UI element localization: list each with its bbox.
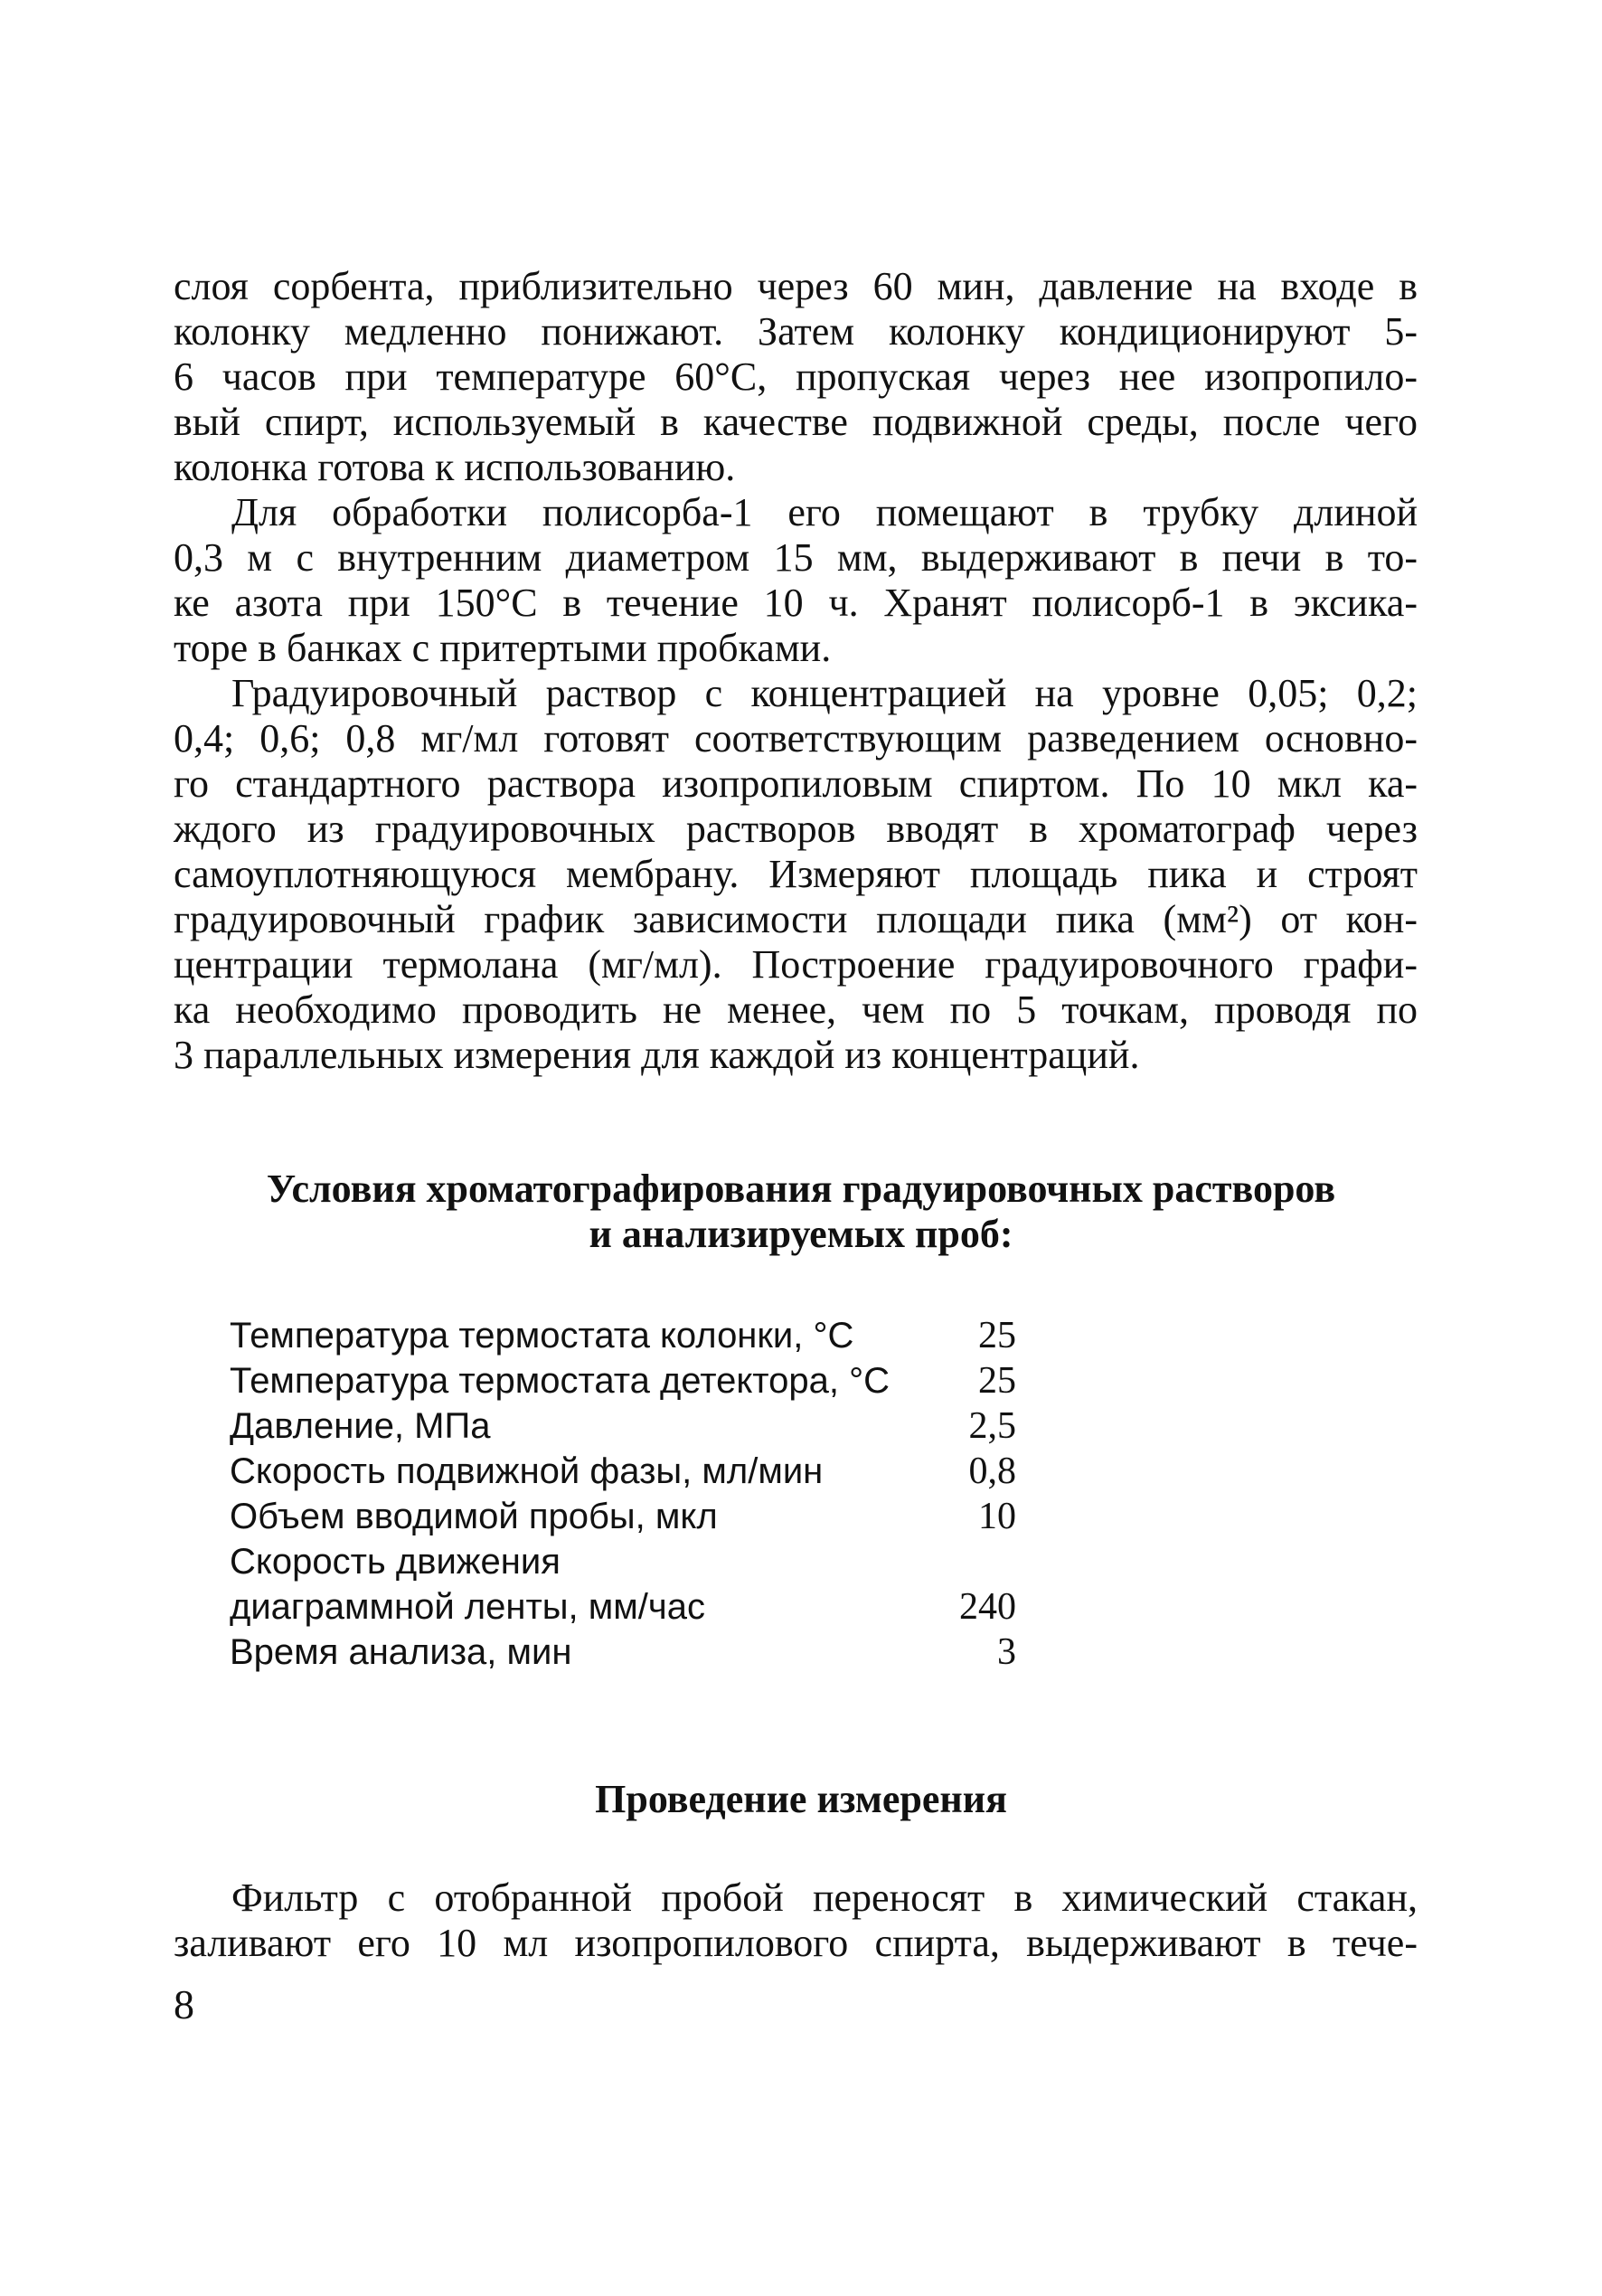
text-line: Для обработки полисорба-1 его помещают в трубку длиной <box>231 490 1418 534</box>
measurement-heading <box>0 1777 1602 1822</box>
table-row <box>230 1539 1016 1584</box>
condition-value: 240 <box>959 1586 1016 1628</box>
text-line: слоя сорбента, приблизительно через 60 мин, давление на входе в <box>174 264 1418 308</box>
table-row <box>230 1313 1016 1358</box>
condition-value: 2,5 <box>968 1405 1016 1447</box>
text-line: ка необходимо проводить не менее, чем по 5 точкам, проводя по <box>174 987 1418 1032</box>
heading-line: Условия хроматографирования градуировочных растворов <box>266 1167 1336 1211</box>
text-line: центрации термолана (мг/мл). Построение градуировочного графи- <box>174 942 1418 987</box>
text-line: 0,3 м с внутренним диаметром 15 мм, выдерживают в печи в то- <box>174 535 1418 580</box>
condition-label: Время анализа, мин <box>230 1632 572 1672</box>
page-number: 8 <box>174 1981 194 2027</box>
condition-value: 3 <box>997 1631 1016 1673</box>
table-row <box>230 1630 1016 1675</box>
condition-label: Температура термостата колонки, °С <box>230 1316 854 1356</box>
table-row <box>230 1494 1016 1539</box>
table-row <box>230 1358 1016 1403</box>
condition-label: Скорость подвижной фазы, мл/мин <box>230 1451 824 1491</box>
paragraph-sorbent-conditioning <box>174 264 1418 490</box>
table-row <box>230 1584 1016 1630</box>
heading-line: Проведение измерения <box>595 1777 1007 1821</box>
condition-label: диаграммной ленты, мм/час <box>230 1587 705 1627</box>
paragraph-calibration-solution <box>174 671 1418 1078</box>
text-line: го стандартного раствора изопропиловым спиртом. По 10 мкл ка- <box>174 761 1418 806</box>
condition-label: Скорость движения <box>230 1542 561 1582</box>
text-line: заливают его 10 мл изопропилового спирта, выдерживают в тече- <box>174 1921 1418 1965</box>
text-line: ке азота при 150°С в течение 10 ч. Хранят полисорб-1 в эксика- <box>174 581 1418 625</box>
conditions-heading <box>0 1167 1602 1257</box>
table-row <box>230 1449 1016 1494</box>
text-line: самоуплотняющуюся мембрану. Измеряют площадь пика и строят <box>174 852 1418 896</box>
condition-label: Температура термостата детектора, °С <box>230 1361 890 1401</box>
condition-value <box>908 1539 1016 1584</box>
text-line: 6 часов при температуре 60°С, пропуская через нее изопропило- <box>174 354 1418 399</box>
table-row <box>230 1403 1016 1449</box>
heading-line: и анализируемых проб: <box>589 1212 1013 1256</box>
text-line: колонку медленно понижают. Затем колонку кондиционируют 5- <box>174 309 1418 354</box>
condition-value: 25 <box>978 1360 1016 1402</box>
paragraph-polysorb-treatment <box>174 490 1418 671</box>
paragraph-measurement <box>174 1876 1418 1966</box>
text-line: Фильтр с отобранной пробой переносят в химический стакан, <box>231 1876 1418 1920</box>
condition-label: Объем вводимой пробы, мкл <box>230 1497 718 1536</box>
text-line: 3 параллельных измерения для каждой из концентраций. <box>174 1033 1140 1077</box>
text-line: колонка готова к использованию. <box>174 445 736 489</box>
condition-value: 0,8 <box>968 1450 1016 1492</box>
condition-label: Давление, МПа <box>230 1406 491 1446</box>
text-line: торе в банках с притертыми пробками. <box>174 626 832 670</box>
text-line: вый спирт, используемый в качестве подвижной среды, после чего <box>174 400 1418 444</box>
text-line: Градуировочный раствор с концентрацией на уровне 0,05; 0,2; <box>231 671 1418 715</box>
text-line: градуировочный график зависимости площади пика (мм²) от кон- <box>174 897 1418 941</box>
condition-value: 10 <box>978 1496 1016 1537</box>
text-line: 0,4; 0,6; 0,8 мг/мл готовят соответствующим разведением основно- <box>174 716 1418 761</box>
text-line: ждого из градуировочных растворов вводят в хроматограф через <box>174 807 1418 851</box>
condition-value: 25 <box>978 1315 1016 1356</box>
conditions-table <box>230 1313 1016 1675</box>
